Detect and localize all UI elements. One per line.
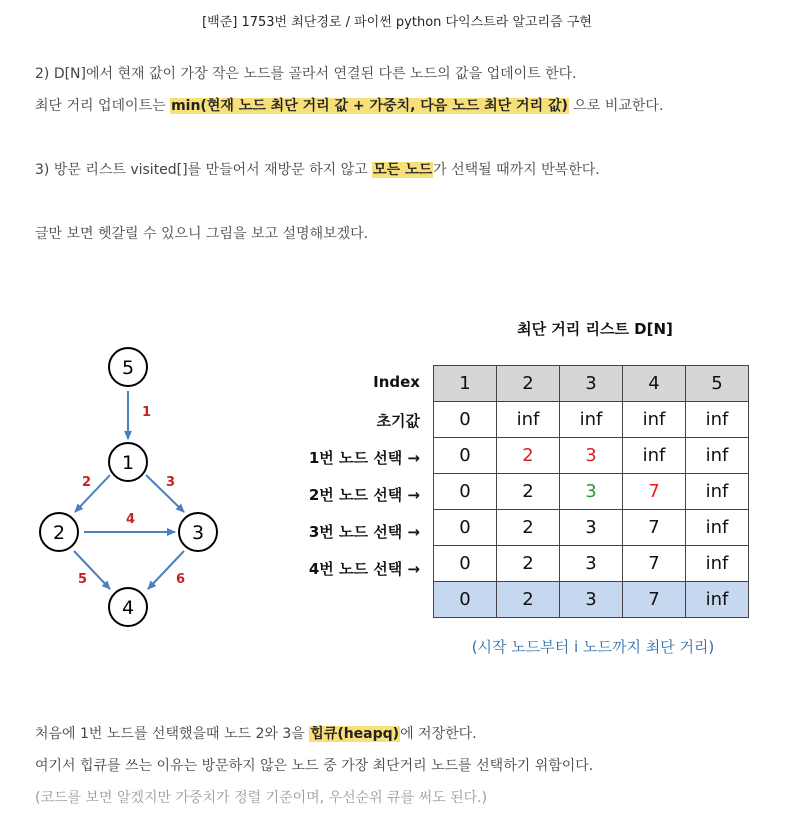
table-cell: inf <box>686 510 749 546</box>
row-label-step2: 2번 노드 선택 → <box>308 486 420 504</box>
outro-line1-post: 에 저장한다. <box>400 726 477 742</box>
table-cell: inf <box>686 474 749 510</box>
weight-5-1: 1 <box>142 405 152 420</box>
index-cell: 5 <box>686 366 749 402</box>
table-cell: 0 <box>434 402 497 438</box>
table-cell: inf <box>497 402 560 438</box>
step2-highlight: min(현재 노드 최단 거리 값 + 가중치, 다음 노드 최단 거리 값) <box>171 98 568 114</box>
header-title: [백준] 1753번 최단경로 / 파이썬 python 다익스트라 알고리즘 구현 <box>202 15 592 30</box>
table-cell: 0 <box>434 546 497 582</box>
table-cell: 0 <box>434 474 497 510</box>
weight-1-2: 2 <box>82 475 92 490</box>
outro-line2: 여기서 힙큐를 쓰는 이유는 방문하지 않은 노드 중 가장 최단거리 노드를 선택하기 위함이다. <box>35 758 594 774</box>
table-cell: 3 <box>560 582 623 618</box>
row-label-index: Index <box>373 373 420 391</box>
weight-2-4: 5 <box>78 572 88 587</box>
table-cell: 7 <box>623 510 686 546</box>
step3-line <box>35 159 600 179</box>
row-label-initial: 초기값 <box>376 412 420 430</box>
node-4-label: 4 <box>121 597 135 619</box>
table-cell: inf <box>623 402 686 438</box>
outro-line1 <box>35 723 477 743</box>
table-cell: inf <box>560 402 623 438</box>
node-3-label: 3 <box>191 522 205 544</box>
row-label-step4: 4번 노드 선택 → <box>308 560 420 578</box>
table-cell: inf <box>623 438 686 474</box>
weight-3-4: 6 <box>176 572 186 587</box>
table-caption: (시작 노드부터 i 노드까지 최단 거리) <box>471 638 715 656</box>
table-cell: 2 <box>497 474 560 510</box>
intro-line: 글만 보면 헷갈릴 수 있으니 그림을 보고 설명해보겠다. <box>35 226 369 242</box>
table-cell-updated: 2 <box>497 438 560 474</box>
table-title: 최단 거리 리스트 D[N] <box>517 320 673 338</box>
table-cell: 0 <box>434 438 497 474</box>
table-cell: 0 <box>434 582 497 618</box>
heapq-highlight: 힙큐(heapq) <box>310 726 400 742</box>
node-5-label: 5 <box>121 357 135 379</box>
node-1-label: 1 <box>121 452 135 474</box>
table-row-step4 <box>434 546 749 582</box>
table-row-step3 <box>434 510 749 546</box>
row-label-step3: 3번 노드 선택 → <box>308 523 420 541</box>
outro-line3: (코드를 보면 알겠지만 가중치가 정렬 기준이며, 우선순위 큐를 써도 된다.) <box>35 790 488 806</box>
node-2-label: 2 <box>52 522 66 544</box>
table-cell: inf <box>686 546 749 582</box>
weight-2-3: 4 <box>126 512 136 527</box>
step2-line1: 2) D[N]에서 현재 값이 가장 작은 노드를 골라서 연결된 다른 노드의 값을 업데이트 한다. <box>35 66 577 82</box>
index-cell: 4 <box>623 366 686 402</box>
outro-line1-pre: 처음에 1번 노드를 선택했을때 노드 2와 3을 <box>35 726 310 742</box>
step2-line2-post: 으로 비교한다. <box>568 98 664 114</box>
table-cell: 2 <box>497 546 560 582</box>
index-cell: 2 <box>497 366 560 402</box>
table-cell: 7 <box>623 546 686 582</box>
table-cell: inf <box>686 438 749 474</box>
table-cell: 0 <box>434 510 497 546</box>
table-row-final <box>434 582 749 618</box>
table-cell-updated: 3 <box>560 438 623 474</box>
table-cell: 7 <box>623 582 686 618</box>
step2-line2 <box>35 95 663 115</box>
table-row-index <box>434 366 749 402</box>
table-row-step1 <box>434 438 749 474</box>
step3-pre: 3) 방문 리스트 visited[]를 만들어서 재방문 하지 않고 <box>35 162 373 178</box>
table-cell-kept: 3 <box>560 474 623 510</box>
table-cell: inf <box>686 402 749 438</box>
table-cell: inf <box>686 582 749 618</box>
table-row-initial <box>434 402 749 438</box>
weight-1-3: 3 <box>166 475 176 490</box>
edge-1-2 <box>75 475 110 512</box>
table-row-step2 <box>434 474 749 510</box>
table-cell: 2 <box>497 582 560 618</box>
table-cell: 3 <box>560 510 623 546</box>
index-cell: 3 <box>560 366 623 402</box>
graph-diagram <box>30 335 230 635</box>
table-cell-updated: 7 <box>623 474 686 510</box>
step3-highlight: 모든 노드 <box>373 162 433 178</box>
index-cell: 1 <box>434 366 497 402</box>
table-cell: 3 <box>560 546 623 582</box>
row-label-step1: 1번 노드 선택 → <box>308 449 420 467</box>
distance-table <box>433 365 749 618</box>
step3-post: 가 선택될 때까지 반복한다. <box>433 162 600 178</box>
step2-line2-pre: 최단 거리 업데이트는 <box>35 98 171 114</box>
table-cell: 2 <box>497 510 560 546</box>
edge-1-3 <box>146 475 184 512</box>
